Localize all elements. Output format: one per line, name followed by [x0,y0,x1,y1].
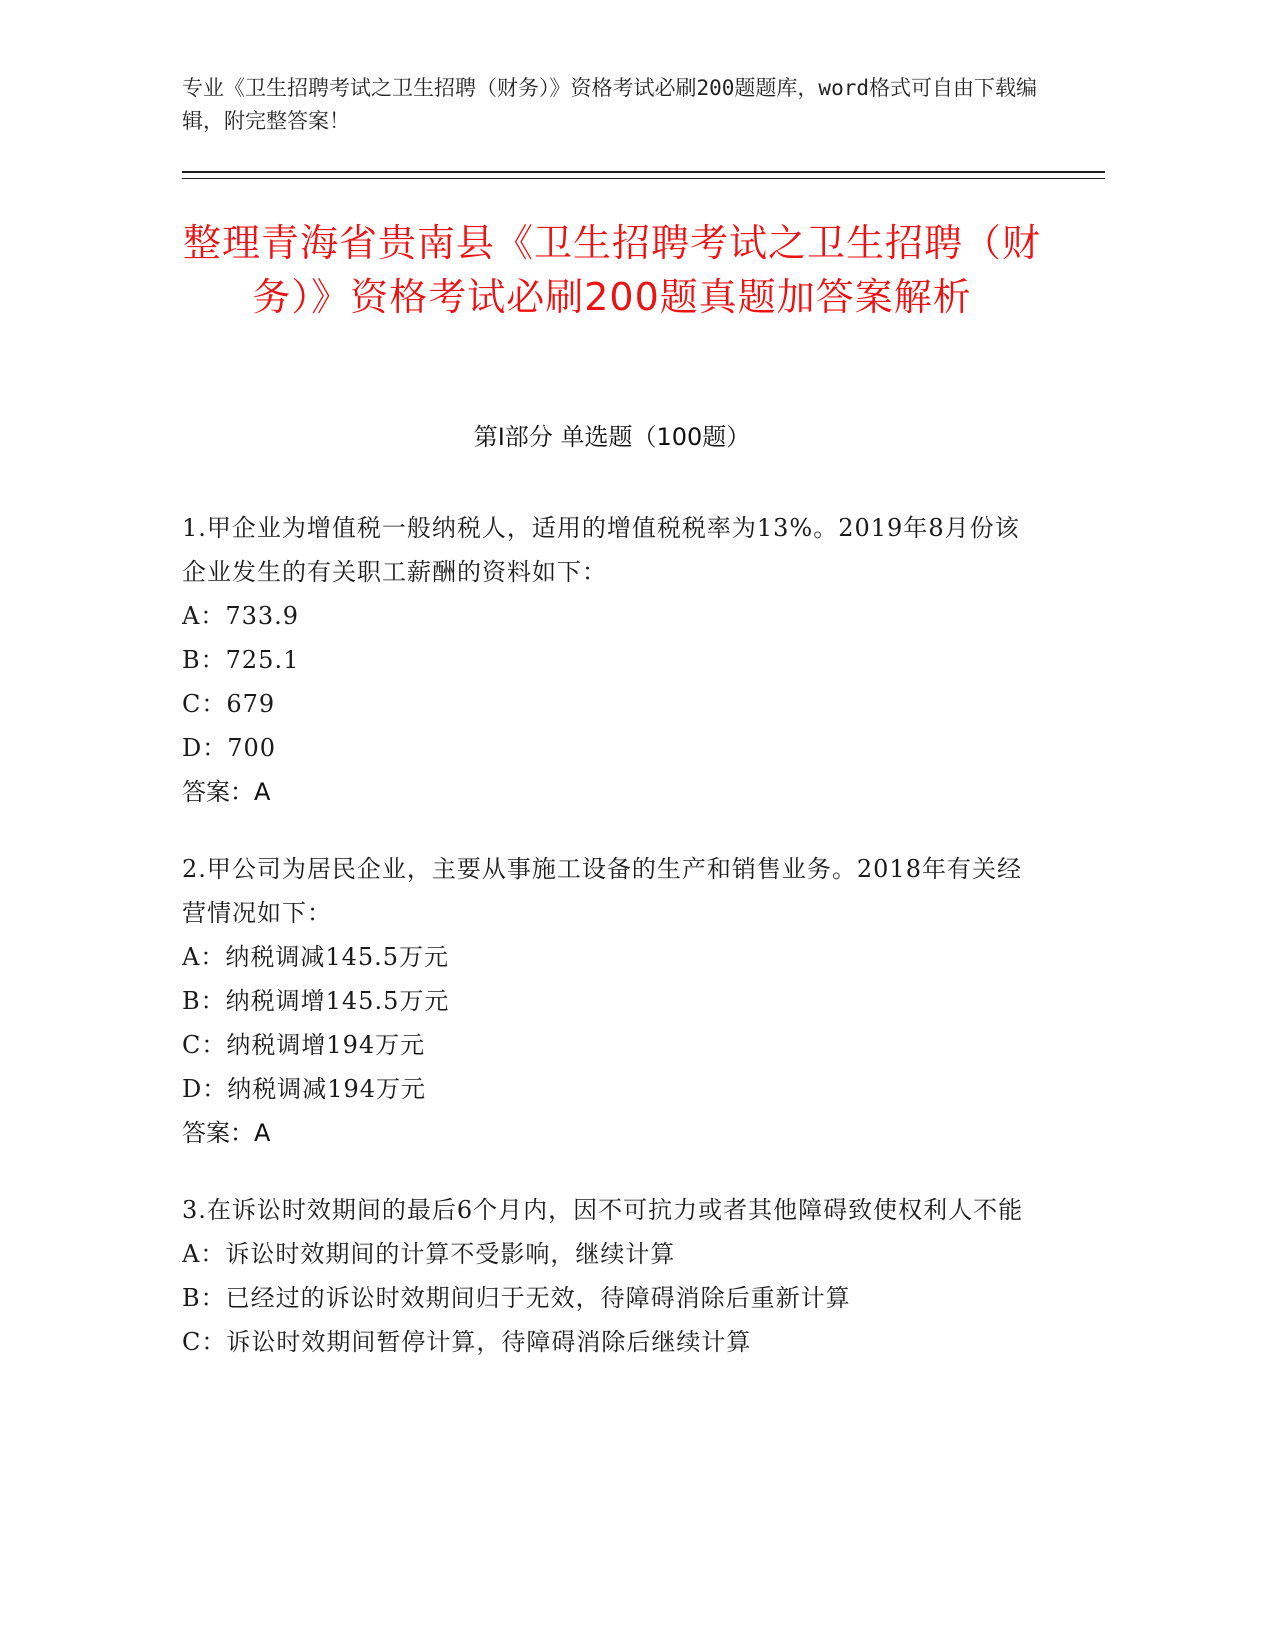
header-note: 专业《卫生招聘考试之卫生招聘（财务）》资格考试必刷200题题库，word格式可自由下载编辑，附完整答案！ [182,76,1037,133]
question-stem: 2.甲公司为居民企业，主要从事施工设备的生产和销售业务。2018年有关经营情况如下： [182,855,1022,927]
answer: 答案：A [182,1119,271,1147]
section-title: 第I部分 单选题（100题） [473,423,751,451]
option-b: B：已经过的诉讼时效期间归于无效，待障碍消除后重新计算 [182,1284,851,1312]
option-d: D：纳税调减194万元 [182,1075,427,1103]
header-divider-thin [182,178,1105,179]
option-d: D：700 [182,734,277,762]
option-a: A：733.9 [182,602,300,630]
option-b: B：纳税调增145.5万元 [182,987,450,1015]
option-b: B：725.1 [182,646,300,674]
header-divider-thick [182,171,1105,173]
option-c: C：诉讼时效期间暂停计算，待障碍消除后继续计算 [182,1328,752,1356]
answer: 答案：A [182,778,271,806]
document-title: 整理青海省贵南县《卫生招聘考试之卫生招聘（财务）》资格考试必刷200题真题加答案解析 [182,221,1041,319]
option-a: A：诉讼时效期间的计算不受影响，继续计算 [182,1240,676,1268]
question-2 [182,847,1042,1155]
question-1 [182,506,1042,814]
option-a: A：纳税调减145.5万元 [182,943,450,971]
question-stem: 1.甲企业为增值税一般纳税人，适用的增值税税率为13%。2019年8月份该企业发生的有关职工薪酬的资料如下： [182,514,1020,586]
option-c: C：679 [182,690,276,718]
option-c: C：纳税调增194万元 [182,1031,426,1059]
question-3 [182,1188,1042,1364]
question-stem: 3.在诉讼时效期间的最后6个月内，因不可抗力或者其他障碍致使权利人不能 [182,1196,1024,1224]
question-list [182,506,1042,1397]
